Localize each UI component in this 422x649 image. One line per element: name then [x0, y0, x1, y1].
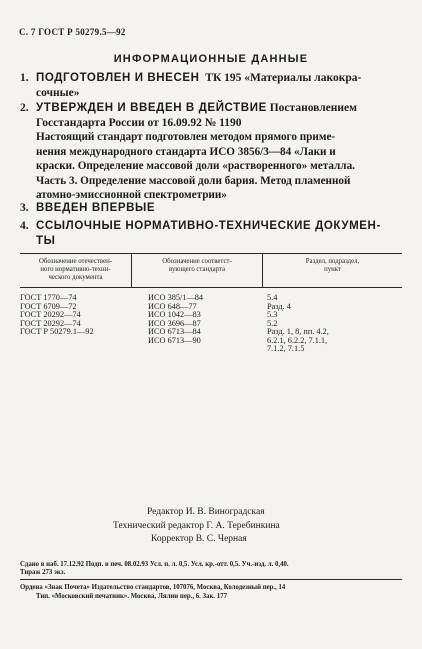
table-header-rule — [20, 287, 402, 288]
table-cell: ГОСТ 20292—74 — [20, 310, 81, 319]
section-2 — [20, 101, 357, 116]
section-2-body-line-2: нения международного стандарта ИСО 3856/3—84 «Лаки и — [36, 145, 336, 158]
table-cell: ИСО 1042—83 — [148, 310, 201, 319]
section-3-heading: ВВЕДЕН ВПЕРВЫЕ — [36, 202, 156, 214]
section-1-line2: сочные» — [36, 87, 80, 99]
table-header-1: Обозначение отечествен- ного нормативно-техни- ческого документа — [38, 258, 113, 281]
table-cell: ИСО 6713—90 — [148, 335, 201, 345]
page-header: С. 7 ГОСТ Р 50279.5—92 — [19, 27, 126, 37]
section-4-heading: ССЫЛОЧНЫЕ НОРМАТИВНО-ТЕХНИЧЕСКИЕ ДОКУМЕН- — [36, 220, 381, 232]
section-2-heading: УТВЕРЖДЕН И ВВЕДЕН В ДЕЙСТВИЕ — [36, 102, 267, 114]
credit-corrector: Корректор В. С. Черная — [151, 534, 247, 544]
table-cell: 5.4 — [267, 293, 278, 302]
section-2-number: 2. — [20, 102, 29, 114]
table-cell: Разд. 1, 8, пп. 4.2, — [267, 327, 329, 336]
imprint-line-4: Тип. «Московский печатник». Москва, Лялин пер., 6. Зак. 177 — [36, 593, 228, 600]
section-2-body-line-5: атомно-эмиссионной спектрометрии» — [36, 189, 227, 201]
table-cell: ИСО 385/1—84 — [148, 293, 204, 302]
table-col-1 — [20, 294, 94, 337]
page-title: ИНФОРМАЦИОННЫЕ ДАННЫЕ — [113, 53, 309, 65]
table-cell: ИСО 3696—87 — [148, 318, 201, 328]
table-col-2 — [148, 294, 203, 345]
section-4-line2: ТЫ — [36, 235, 56, 247]
section-2-line2: Госстандарта России от 16.09.92 № 1190 — [36, 117, 242, 129]
imprint-divider — [20, 579, 402, 580]
imprint-line-1: Сдано в наб. 17.12.92 Подп. в печ. 08.02.93 Усл. п. л. 0,5. Усл. кр.-отт. 0,5. Уч.-изд. л. 0,40. — [20, 561, 289, 568]
table-cell: 5.2 — [267, 318, 278, 328]
section-3 — [20, 201, 155, 216]
table-cell: Разд. 4 — [267, 301, 291, 311]
section-1-number: 1. — [20, 72, 29, 84]
table-col-3 — [267, 294, 329, 354]
section-3-number: 3. — [20, 202, 29, 214]
table-cell: ГОСТ 1770—74 — [20, 293, 77, 302]
section-2-body-line-1: Настоящий стандарт подготовлен методом прямого приме- — [36, 131, 336, 143]
section-4 — [20, 219, 381, 234]
imprint-line-2: Тираж 273 экз. — [20, 569, 66, 576]
table-cell: ГОСТ 20292—74 — [20, 318, 81, 328]
section-4-number: 4. — [20, 220, 29, 232]
section-2-text: Постановлением — [269, 102, 357, 114]
section-1-heading: ПОДГОТОВЛЕН И ВНЕСЕН — [36, 72, 200, 84]
section-2-body-line-3: краски. Определение массовой доли «растворенного» металла. — [36, 160, 355, 172]
section-1 — [20, 71, 361, 86]
section-1-text: ТК 195 «Материалы лакокра- — [205, 72, 362, 84]
credit-editor: Редактор И. В. Виноградская — [147, 507, 265, 517]
table-cell: 6.2.1, 6.2.2, 7.1.1, — [267, 335, 328, 345]
imprint-line-3: Ордена «Знак Почета» Издательство стандартов, 107076, Москва, Колодезный пер., 14 — [20, 584, 286, 591]
table-cell: ИСО 6713—84 — [148, 327, 201, 336]
table-top-rule — [20, 253, 402, 254]
table-cell: ГОСТ Р 50279.1—92 — [20, 327, 94, 336]
section-2-body-line-4: Часть 3. Определение массовой доли бария. Метод пламенной — [36, 174, 351, 187]
table-cell: ГОСТ 6709—72 — [20, 301, 77, 311]
table-cell: ИСО 648—77 — [148, 301, 197, 311]
table-cell: 5.3 — [267, 310, 278, 319]
table-header-3: Раздел, подраздел, пункт — [305, 258, 360, 273]
table-cell: 7.1.2, 7.1.5 — [267, 344, 305, 353]
credit-tech-editor: Технический редактор Г. А. Теребинкина — [113, 521, 280, 531]
table-header-2: Обозначение соответст- вующего стандарта — [162, 258, 232, 273]
